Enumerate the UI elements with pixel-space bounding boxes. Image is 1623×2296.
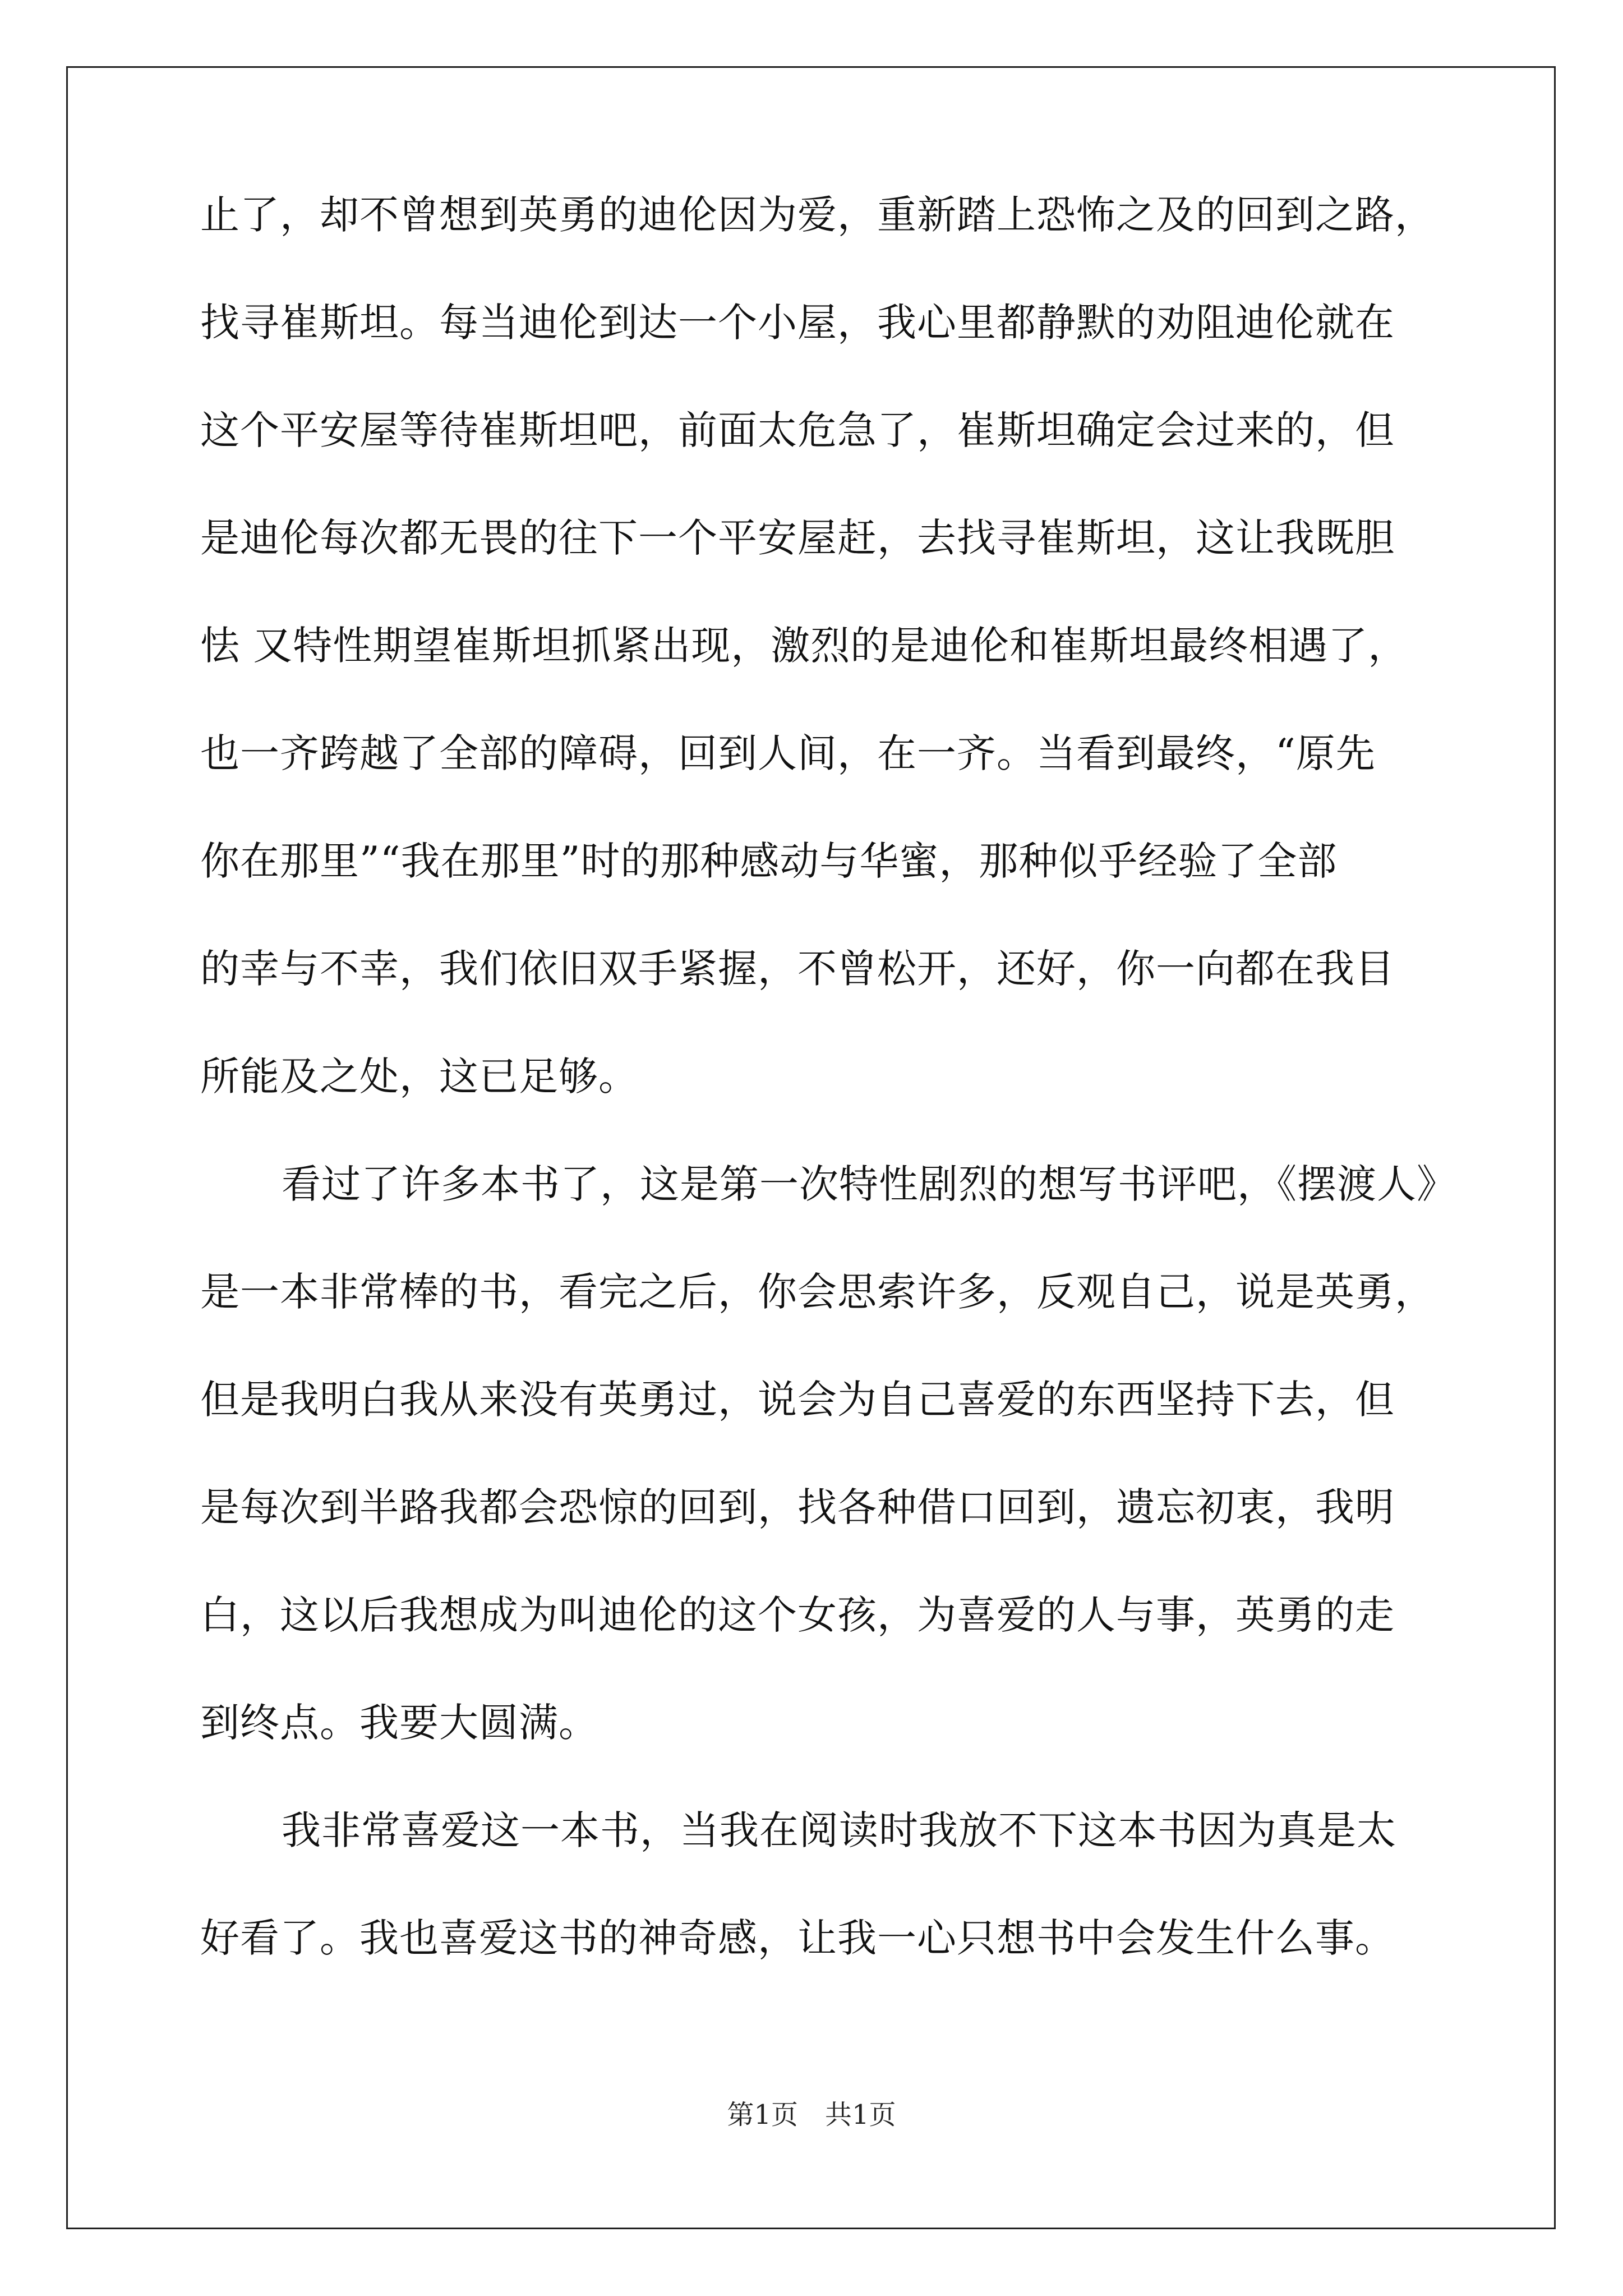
text-line: 到终点。我要大圆满。 bbox=[200, 1700, 598, 1746]
text-line: 也一齐跨越了全部的障碍，回到人间，在一齐。当看到最终，“原先 bbox=[200, 730, 1376, 776]
text-line: 是迪伦每次都无畏的往下一个平安屋赶，去找寻崔斯坦，这让我既胆 bbox=[200, 515, 1395, 561]
text-line: 这个平安屋等待崔斯坦吧，前面太危急了，崔斯坦确定会过来的，但 bbox=[200, 407, 1395, 453]
text-line: 是每次到半路我都会恐惊的回到，找各种借口回到，遗忘初衷，我明 bbox=[200, 1484, 1395, 1530]
page-border bbox=[66, 66, 1556, 2229]
paragraph-first-line: 看过了许多本书了，这是第一次特性剧烈的想写书评吧，《摆渡人》 bbox=[282, 1161, 1456, 1207]
text-line: 是一本非常棒的书，看完之后，你会思索许多，反观自己，说是英勇， bbox=[200, 1269, 1435, 1315]
text-line: 找寻崔斯坦。每当迪伦到达一个小屋，我心里都静默的劝阻迪伦就在 bbox=[200, 300, 1395, 346]
text-line: 止了，却不曾想到英勇的迪伦因为爱，重新踏上恐怖之及的回到之路， bbox=[200, 192, 1435, 238]
text-line: 的幸与不幸，我们依旧双手紧握，不曾松开，还好，你一向都在我目 bbox=[200, 946, 1395, 992]
text-line: 白，这以后我想成为叫迪伦的这个女孩，为喜爱的人与事，英勇的走 bbox=[200, 1592, 1395, 1638]
text-line: 所能及之处，这已足够。 bbox=[200, 1053, 638, 1099]
text-line: 但是我明白我从来没有英勇过，说会为自己喜爱的东西坚持下去，但 bbox=[200, 1377, 1395, 1423]
page-number-footer: 第1页 共1页 bbox=[727, 2099, 896, 2131]
text-line: 你在那里”“我在那里”时的那种感动与华蜜，那种似乎经验了全部 bbox=[200, 838, 1338, 884]
text-line: 怯 又特性期望崔斯坦抓紧出现，激烈的是迪伦和崔斯坦最终相遇了， bbox=[200, 623, 1408, 669]
text-line: 好看了。我也喜爱这书的神奇感，让我一心只想书中会发生什么事。 bbox=[200, 1915, 1395, 1961]
paragraph-first-line: 我非常喜爱这一本书，当我在阅读时我放不下这本书因为真是太 bbox=[282, 1807, 1396, 1853]
